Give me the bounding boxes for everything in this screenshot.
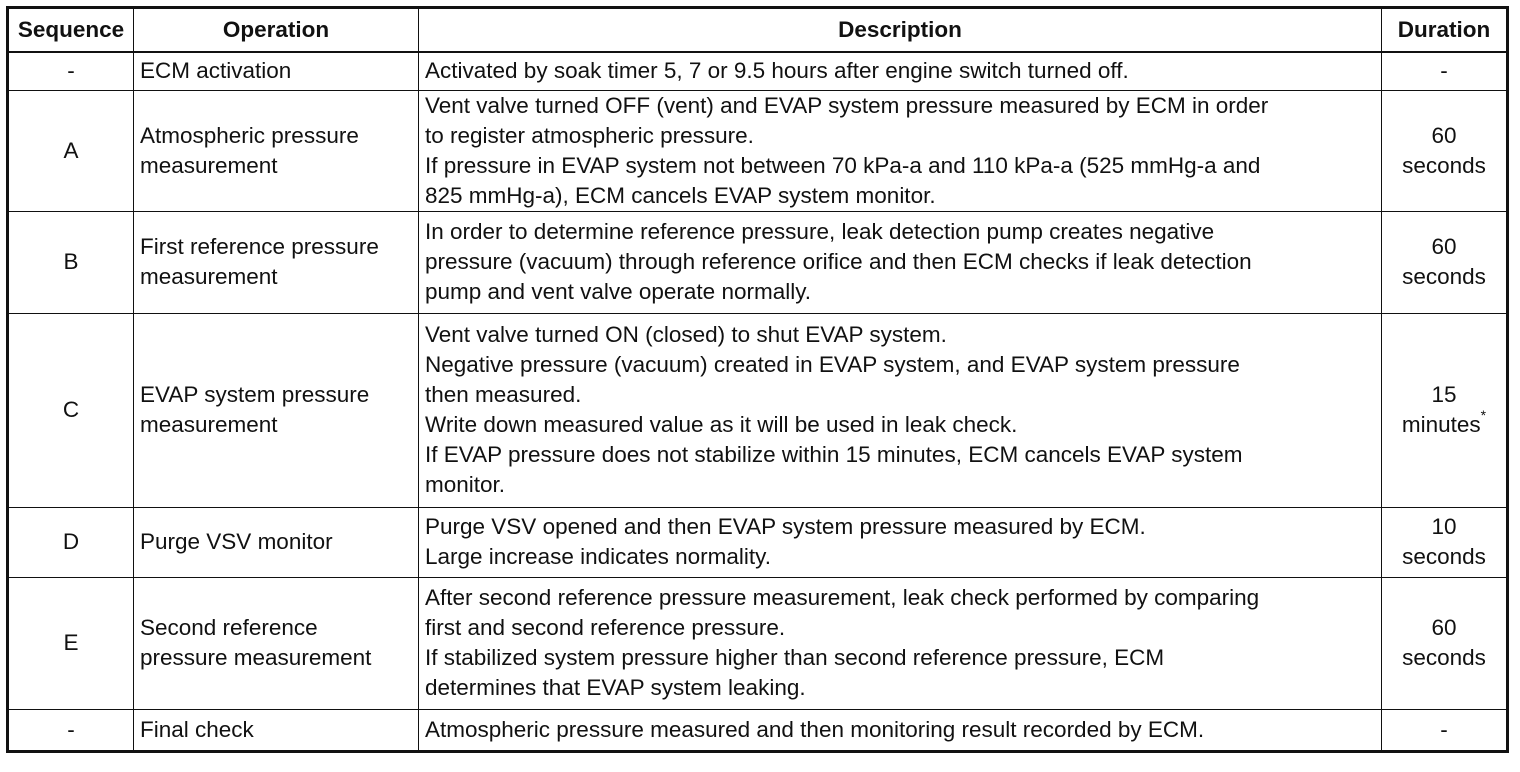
duration-cell [1382,507,1508,577]
operation-cell [134,90,419,211]
duration-text: seconds [1402,544,1486,569]
description-line: pressure (vacuum) through reference orifice and then ECM checks if leak detection [425,249,1252,274]
operation-cell [134,709,419,751]
duration-line [1388,121,1500,151]
duration-text: seconds [1402,152,1486,178]
header-sequence: Sequence [8,8,134,53]
operation-line: First reference pressure [140,234,379,259]
description-line: In order to determine reference pressure, leak detection pump creates negative [425,219,1215,244]
description-line: to register atmospheric pressure. [425,122,754,148]
duration-cell [1382,52,1508,90]
duration-line [1388,232,1500,262]
description-cell [419,211,1382,313]
operation-line: ECM activation [140,58,292,84]
duration-text: 60 [1431,615,1457,640]
evap-monitor-sequence-table [6,6,1509,753]
operation-line: pressure measurement [140,645,372,670]
description-line: then measured. [425,382,582,407]
duration-line [1388,262,1500,292]
sequence-cell: - [8,52,134,90]
description-line: first and second reference pressure. [425,615,786,640]
header-operation: Operation [134,8,419,53]
sequence-cell: A [8,90,134,211]
table-row [8,577,1508,709]
duration-text: - [1440,58,1448,84]
sequence-cell: C [8,313,134,507]
description-line: 825 mmHg-a), ECM cancels EVAP system monitor. [425,182,936,208]
description-cell [419,90,1382,211]
sequence-cell: - [8,709,134,751]
table-row [8,211,1508,313]
description-line: Vent valve turned ON (closed) to shut EVAP system. [425,322,947,347]
duration-line [1388,542,1500,572]
operation-line: measurement [140,412,278,437]
footnote-marker: * [1480,407,1487,423]
duration-cell [1382,577,1508,709]
table-body [8,52,1508,751]
operation-cell [134,507,419,577]
description-cell [419,52,1382,90]
description-cell [419,709,1382,751]
duration-line [1388,643,1500,673]
description-line: If pressure in EVAP system not between 70 kPa-a and 110 kPa-a (525 mmHg-a and [425,152,1261,178]
description-cell [419,313,1382,507]
duration-cell [1382,709,1508,751]
description-line: determines that EVAP system leaking. [425,675,806,700]
duration-line [1388,715,1500,745]
table-row [8,709,1508,751]
duration-line [1388,512,1500,542]
description-line: Vent valve turned OFF (vent) and EVAP system pressure measured by ECM in order [425,92,1269,118]
operation-cell [134,52,419,90]
operation-cell [134,313,419,507]
operation-line: measurement [140,264,278,289]
operation-line: Second reference [140,615,318,640]
duration-cell [1382,313,1508,507]
sequence-cell: B [8,211,134,313]
description-cell [419,577,1382,709]
operation-line: Final check [140,716,254,742]
table-row [8,313,1508,507]
description-line: pump and vent valve operate normally. [425,279,812,304]
duration-text: - [1440,716,1448,742]
table-row [8,90,1508,211]
duration-text: seconds [1402,645,1486,670]
header-duration: Duration [1382,8,1508,53]
duration-text: 60 [1431,122,1457,148]
duration-text: 10 [1431,514,1457,539]
table-row [8,52,1508,90]
duration-line [1388,407,1500,440]
description-line: Negative pressure (vacuum) created in EVAP system, and EVAP system pressure [425,352,1240,377]
table-row [8,507,1508,577]
operation-cell [134,577,419,709]
description-line: Activated by soak timer 5, 7 or 9.5 hours after engine switch turned off. [425,58,1129,84]
description-line: Atmospheric pressure measured and then monitoring result recorded by ECM. [425,716,1205,742]
duration-line [1388,56,1500,86]
description-line: If EVAP pressure does not stabilize within 15 minutes, ECM cancels EVAP system [425,442,1243,467]
operation-line: EVAP system pressure [140,382,370,407]
sequence-cell: D [8,507,134,577]
description-line: If stabilized system pressure higher than second reference pressure, ECM [425,645,1165,670]
description-line: Write down measured value as it will be used in leak check. [425,412,1018,437]
operation-line: Atmospheric pressure [140,122,359,148]
description-cell [419,507,1382,577]
duration-line [1388,151,1500,181]
description-line: After second reference pressure measurement, leak check performed by comparing [425,585,1260,610]
duration-text: 15 [1431,382,1457,407]
header-row [8,8,1508,53]
duration-text: 60 [1431,234,1457,259]
duration-line [1388,613,1500,643]
duration-cell [1382,90,1508,211]
description-line: monitor. [425,472,506,497]
description-line: Purge VSV opened and then EVAP system pressure measured by ECM. [425,514,1146,539]
duration-line [1388,380,1500,410]
duration-text: seconds [1402,264,1486,289]
operation-cell [134,211,419,313]
description-line: Large increase indicates normality. [425,544,772,569]
duration-text: minutes [1401,412,1481,437]
sequence-cell: E [8,577,134,709]
operation-line: measurement [140,152,278,178]
duration-cell [1382,211,1508,313]
header-description: Description [419,8,1382,53]
operation-line: Purge VSV monitor [140,529,333,554]
